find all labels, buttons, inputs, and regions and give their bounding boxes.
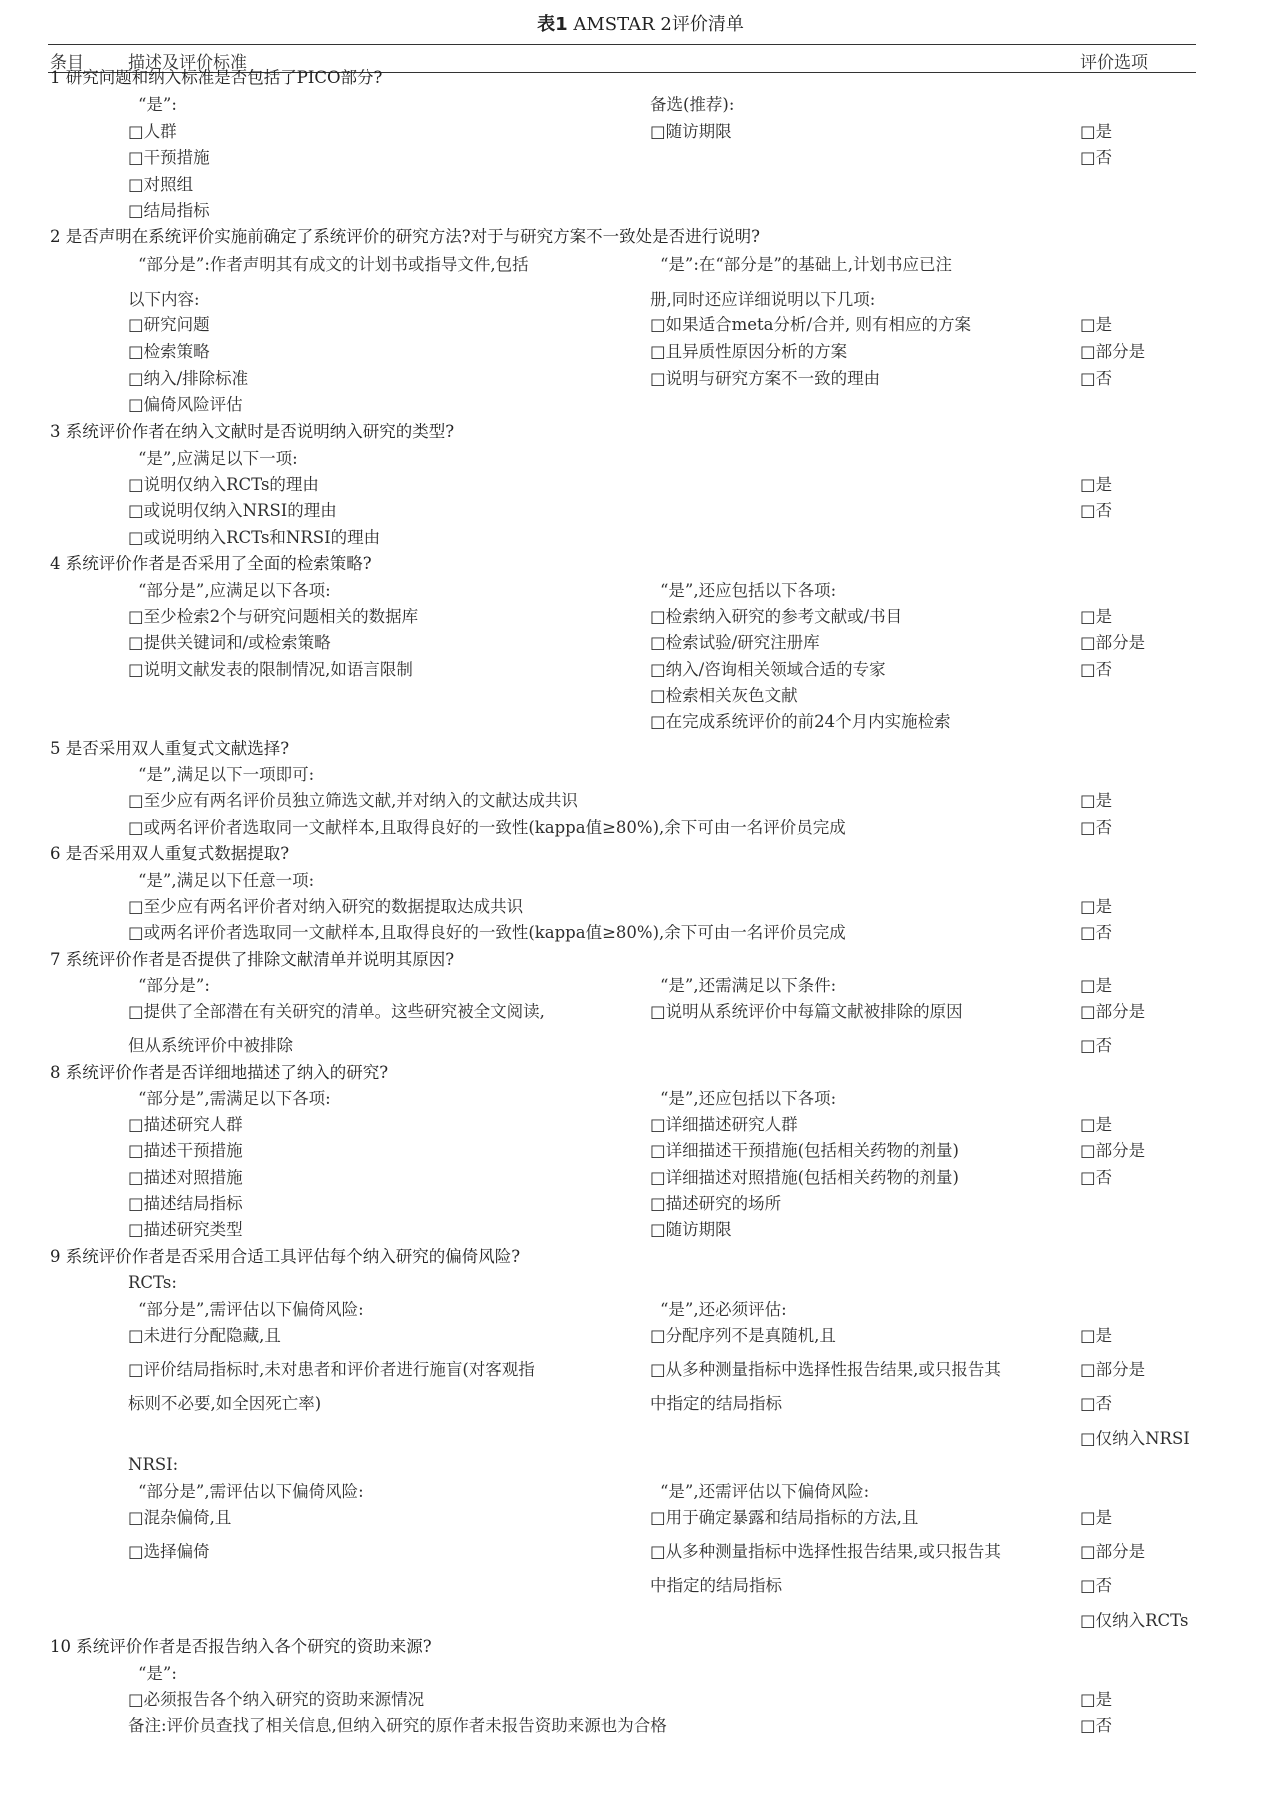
criterion-left: “是”,满足以下任意一项: [138, 871, 315, 890]
rating-option: □是 [1080, 607, 1113, 626]
question-title: 9 系统评价作者是否采用合适工具评估每个纳入研究的偏倚风险? [50, 1247, 521, 1266]
criterion-right: “是”:在“部分是”的基础上,计划书应已注 [660, 255, 953, 274]
criterion-left: □或说明仅纳入NRSI的理由 [128, 501, 337, 520]
criterion-right: □纳入/咨询相关领域合适的专家 [650, 660, 886, 679]
criterion-left: □未进行分配隐藏,且 [128, 1326, 281, 1345]
criterion-right: □从多种测量指标中选择性报告结果,或只报告其 [650, 1360, 1001, 1379]
criterion-left: □提供关键词和/或检索策略 [128, 633, 331, 652]
criterion-left: □描述干预措施 [128, 1141, 243, 1160]
header-options: 评价选项 [1080, 53, 1148, 73]
criterion-left: RCTs: [128, 1273, 177, 1292]
criterion-right: □分配序列不是真随机,且 [650, 1326, 836, 1345]
criterion-left: □至少检索2个与研究问题相关的数据库 [128, 607, 419, 626]
rating-option: □是 [1080, 122, 1113, 141]
criterion-right: □详细描述对照措施(包括相关药物的剂量) [650, 1168, 959, 1187]
criterion-left: “部分是”,需满足以下各项: [138, 1089, 331, 1108]
criterion-left: □偏倚风险评估 [128, 395, 243, 414]
criterion-left: □结局指标 [128, 201, 210, 220]
rating-option: □是 [1080, 976, 1113, 995]
criterion-right: “是”,还必须评估: [660, 1300, 787, 1319]
rating-option: □是 [1080, 1115, 1113, 1134]
rating-option: □是 [1080, 475, 1113, 494]
criterion-left: “部分是”,需评估以下偏倚风险: [138, 1482, 364, 1501]
criterion-left: “是”: [138, 95, 177, 114]
criterion-left: □描述结局指标 [128, 1194, 243, 1213]
question-title: 1 研究问题和纳入标准是否包括了PICO部分? [50, 68, 383, 87]
question-title: 4 系统评价作者是否采用了全面的检索策略? [50, 554, 372, 573]
criterion-left: □检索策略 [128, 342, 210, 361]
criterion-left: □描述研究人群 [128, 1115, 243, 1134]
rating-option: □是 [1080, 1690, 1113, 1709]
criterion-right: 备选(推荐): [650, 95, 735, 114]
question-title: 7 系统评价作者是否提供了排除文献清单并说明其原因? [50, 950, 455, 969]
rating-option: □否 [1080, 818, 1113, 837]
criterion-left: □至少应有两名评价员独立筛选文献,并对纳入的文献达成共识 [128, 791, 578, 810]
criterion-left: □选择偏倚 [128, 1542, 210, 1561]
rating-option: □部分是 [1080, 1360, 1146, 1379]
criterion-left: □必须报告各个纳入研究的资助来源情况 [128, 1690, 425, 1709]
criterion-left: □提供了全部潜在有关研究的清单。这些研究被全文阅读, [128, 1002, 545, 1021]
rating-option: □是 [1080, 315, 1113, 334]
criterion-left: □描述对照措施 [128, 1168, 243, 1187]
rating-option: □否 [1080, 923, 1113, 942]
criterion-left: □至少应有两名评价者对纳入研究的数据提取达成共识 [128, 897, 524, 916]
criterion-left: □描述研究类型 [128, 1220, 243, 1239]
rating-option: □否 [1080, 1576, 1113, 1595]
rating-option: □是 [1080, 897, 1113, 916]
header-description: 描述及评价标准 [128, 53, 247, 73]
criterion-right: □在完成系统评价的前24个月内实施检索 [650, 712, 951, 731]
rating-option: □是 [1080, 1508, 1113, 1527]
criterion-left: □或说明纳入RCTs和NRSI的理由 [128, 528, 381, 547]
criterion-left: “部分是”: [138, 976, 210, 995]
rating-option: □否 [1080, 369, 1113, 388]
header-item: 条目 [50, 53, 84, 73]
criterion-right: 册,同时还应详细说明以下几项: [650, 290, 876, 309]
criterion-right: □随访期限 [650, 122, 732, 141]
criterion-left: NRSI: [128, 1455, 179, 1474]
criterion-right: “是”,还应包括以下各项: [660, 581, 837, 600]
criterion-right: □且异质性原因分析的方案 [650, 342, 848, 361]
criterion-left: □混杂偏倚,且 [128, 1508, 232, 1527]
criterion-right: “是”,还需满足以下条件: [660, 976, 837, 995]
criterion-left: □说明仅纳入RCTs的理由 [128, 475, 319, 494]
rating-option: □部分是 [1080, 1002, 1146, 1021]
criterion-left: 以下内容: [128, 290, 200, 309]
rating-option: □是 [1080, 791, 1113, 810]
criterion-left: □或两名评价者选取同一文献样本,且取得良好的一致性(kappa值≥80%),余下可由一名评价员完成 [128, 818, 846, 837]
criterion-right: □描述研究的场所 [650, 1194, 782, 1213]
rating-option: □否 [1080, 501, 1113, 520]
criterion-left: 备注:评价员查找了相关信息,但纳入研究的原作者未报告资助来源也为合格 [128, 1716, 667, 1735]
criterion-left: □干预措施 [128, 148, 210, 167]
criterion-left: □人群 [128, 122, 177, 141]
criterion-right: □从多种测量指标中选择性报告结果,或只报告其 [650, 1542, 1001, 1561]
question-title: 5 是否采用双人重复式文献选择? [50, 739, 290, 758]
question-title: 6 是否采用双人重复式数据提取? [50, 844, 290, 863]
criterion-left: □对照组 [128, 175, 194, 194]
rating-option: □部分是 [1080, 1542, 1146, 1561]
criterion-left: “是”: [138, 1664, 177, 1683]
rating-option: □否 [1080, 660, 1113, 679]
rating-option: □部分是 [1080, 1141, 1146, 1160]
rating-option: □仅纳入NRSI [1080, 1429, 1190, 1448]
criterion-right: “是”,还应包括以下各项: [660, 1089, 837, 1108]
criterion-right: 中指定的结局指标 [650, 1394, 782, 1413]
criterion-right: 中指定的结局指标 [650, 1576, 782, 1595]
table-title: AMSTAR 2评价清单 [573, 14, 744, 35]
criterion-right: □检索试验/研究注册库 [650, 633, 820, 652]
criterion-left: “部分是”:作者声明其有成文的计划书或指导文件,包括 [138, 255, 529, 274]
rating-option: □否 [1080, 148, 1113, 167]
rating-option: □部分是 [1080, 633, 1146, 652]
rating-option: □是 [1080, 1326, 1113, 1345]
rating-option: □仅纳入RCTs [1080, 1611, 1189, 1630]
criterion-right: “是”,还需评估以下偏倚风险: [660, 1482, 870, 1501]
rating-option: □否 [1080, 1716, 1113, 1735]
criterion-left: 但从系统评价中被排除 [128, 1036, 293, 1055]
criterion-left: “是”,满足以下一项即可: [138, 765, 315, 784]
question-title: 2 是否声明在系统评价实施前确定了系统评价的研究方法?对于与研究方案不一致处是否进行说明? [50, 227, 760, 246]
criterion-left: “部分是”,需评估以下偏倚风险: [138, 1300, 364, 1319]
criterion-left: “是”,应满足以下一项: [138, 449, 298, 468]
criterion-right: □详细描述研究人群 [650, 1115, 798, 1134]
criterion-right: □用于确定暴露和结局指标的方法,且 [650, 1508, 919, 1527]
criterion-right: □说明从系统评价中每篇文献被排除的原因 [650, 1002, 963, 1021]
criterion-left: □评价结局指标时,未对患者和评价者进行施盲(对客观指 [128, 1360, 535, 1379]
criterion-left: 标则不必要,如全因死亡率) [128, 1394, 322, 1413]
rating-option: □否 [1080, 1394, 1113, 1413]
table-number: 表1 [537, 14, 568, 35]
criterion-left: □纳入/排除标准 [128, 369, 249, 388]
criterion-right: □检索相关灰色文献 [650, 686, 798, 705]
question-title: 3 系统评价作者在纳入文献时是否说明纳入研究的类型? [50, 422, 455, 441]
criterion-left: □说明文献发表的限制情况,如语言限制 [128, 660, 413, 679]
rating-option: □否 [1080, 1168, 1113, 1187]
criterion-left: □研究问题 [128, 315, 210, 334]
criterion-right: □如果适合meta分析/合并, 则有相应的方案 [650, 315, 972, 334]
rating-option: □否 [1080, 1036, 1113, 1055]
criterion-right: □详细描述干预措施(包括相关药物的剂量) [650, 1141, 959, 1160]
criterion-right: □说明与研究方案不一致的理由 [650, 369, 881, 388]
criterion-left: “部分是”,应满足以下各项: [138, 581, 331, 600]
criterion-right: □检索纳入研究的参考文献或/书目 [650, 607, 903, 626]
criterion-left: □或两名评价者选取同一文献样本,且取得良好的一致性(kappa值≥80%),余下可由一名评价员完成 [128, 923, 846, 942]
question-title: 10 系统评价作者是否报告纳入各个研究的资助来源? [50, 1637, 432, 1656]
rating-option: □部分是 [1080, 342, 1146, 361]
criterion-right: □随访期限 [650, 1220, 732, 1239]
question-title: 8 系统评价作者是否详细地描述了纳入的研究? [50, 1063, 389, 1082]
